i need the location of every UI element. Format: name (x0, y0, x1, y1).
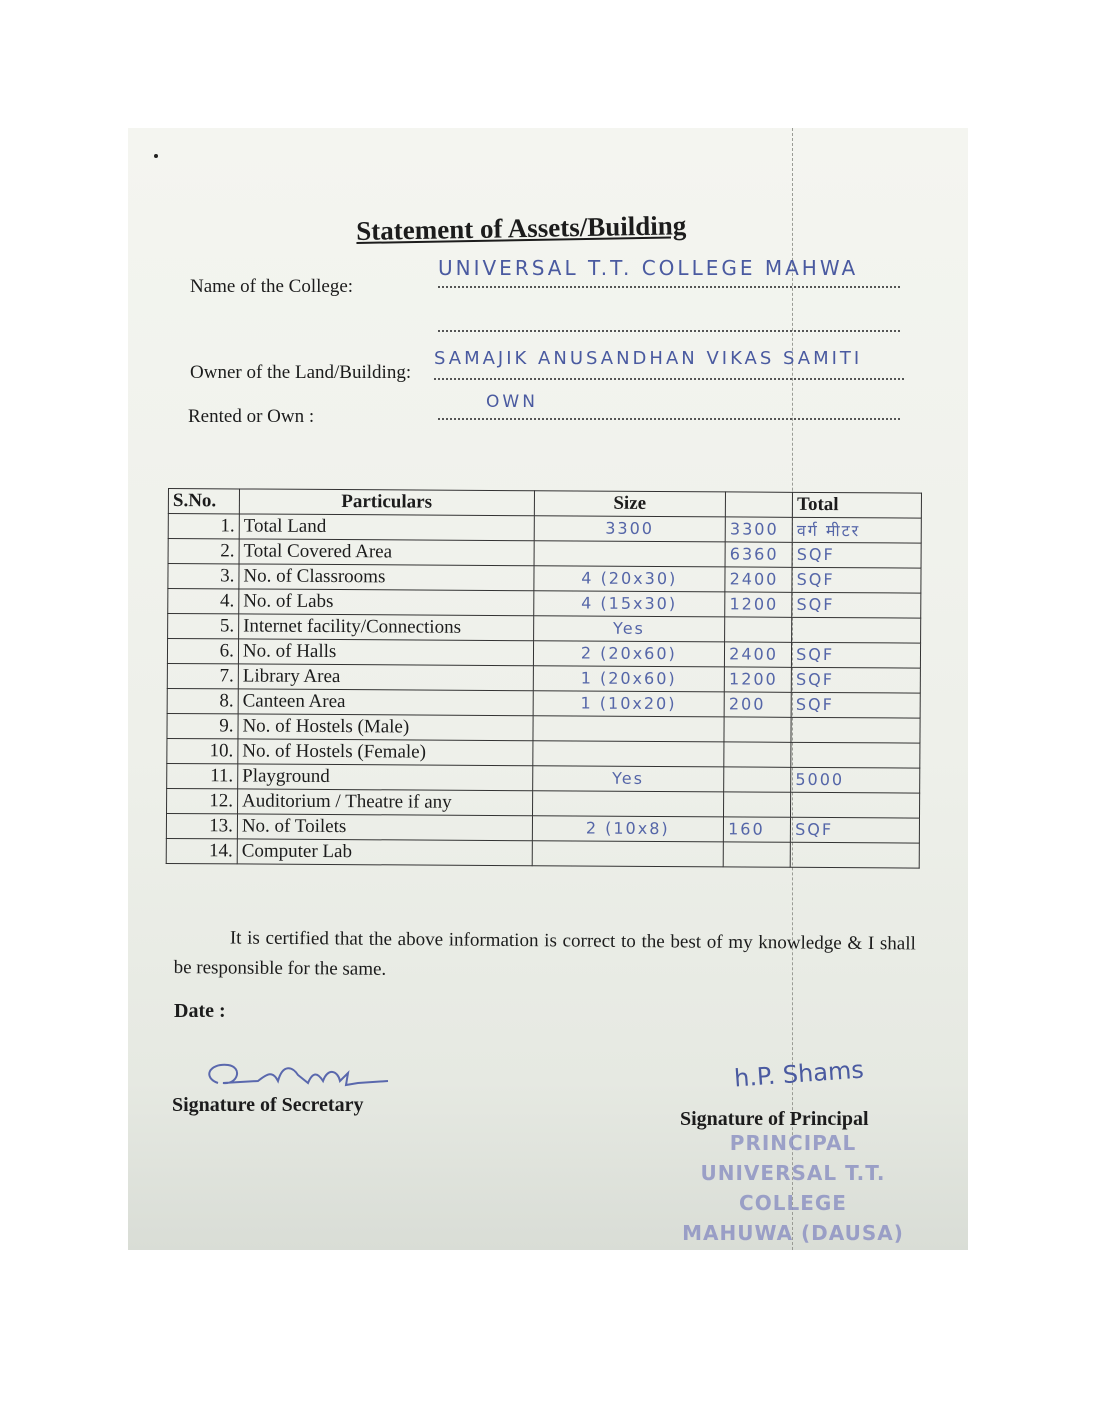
row-particular: Library Area (242, 665, 341, 688)
date-label: Date : (174, 1000, 226, 1022)
row-particular: Computer Lab (241, 840, 353, 863)
row-particular-cell (237, 789, 532, 816)
row-size-cell (533, 666, 725, 692)
row-total-cell (792, 592, 921, 618)
row-size: Yes (612, 768, 645, 788)
row-sno: 13. (209, 815, 233, 837)
row-subtotal-cell (725, 642, 792, 667)
row-subtotal-cell (724, 717, 791, 742)
row-particular-cell (238, 764, 533, 791)
row-sno: 10. (209, 740, 234, 762)
row-sno: 1. (220, 515, 235, 537)
row-particular-cell (239, 539, 534, 566)
row-size: 4 (15x30) (581, 593, 678, 614)
row-total: वर्ग मीटर (796, 520, 861, 540)
row-total-cell (791, 792, 920, 818)
row-particular-cell (239, 514, 534, 541)
row-total-cell (791, 817, 920, 843)
row-size-cell (533, 566, 725, 592)
row-total-cell (791, 742, 920, 768)
row-size-cell (532, 766, 724, 792)
row-subtotal: 1200 (729, 594, 779, 614)
rented-field (438, 392, 900, 420)
row-total: SQF (796, 544, 835, 565)
row-total-cell (791, 692, 920, 718)
row-subtotal-cell (724, 792, 791, 817)
owner-value: SAMAJIK ANUSANDHAN VIKAS SAMITI (434, 348, 863, 369)
row-size: 2 (10x8) (585, 818, 670, 839)
row-particular-cell (238, 714, 533, 741)
row-particular-cell (239, 564, 534, 591)
college-field-line2 (438, 304, 900, 332)
principal-signature: h.P. Shams (733, 1055, 865, 1093)
header-particulars: Particulars (239, 489, 534, 516)
row-particular: No. of Hostels (Male) (242, 715, 410, 738)
row-subtotal: 3300 (729, 519, 779, 539)
row-sno-cell (167, 763, 238, 788)
row-sno-cell (167, 713, 238, 738)
row-size: 4 (20x30) (581, 568, 678, 589)
row-particular: Playground (242, 765, 330, 787)
row-total: SQF (796, 644, 835, 665)
row-sno-cell (168, 614, 239, 639)
row-sno: 2. (220, 540, 235, 562)
row-sno-cell (168, 589, 239, 614)
row-sno-cell (167, 688, 238, 713)
row-size-cell (533, 616, 725, 642)
document-title: Statement of Assets/Building (356, 210, 687, 246)
row-total: SQF (796, 569, 835, 590)
row-particular-cell (237, 814, 532, 841)
row-particular: Total Covered Area (243, 540, 393, 563)
row-particular: Total Land (243, 515, 327, 537)
header-total: Total (793, 492, 922, 518)
row-total-cell (792, 617, 921, 643)
row-sno: 14. (208, 840, 233, 862)
stamp-line-3: MAHUWA (DAUSA) (682, 1221, 904, 1245)
row-sno-cell (167, 639, 238, 664)
row-size: 2 (20x60) (580, 643, 677, 664)
owner-field (434, 348, 904, 380)
row-subtotal: 2400 (729, 569, 779, 589)
row-subtotal: 1200 (728, 669, 778, 689)
row-subtotal: 2400 (729, 644, 778, 664)
row-subtotal: 6360 (729, 544, 779, 564)
row-sno: 4. (219, 590, 235, 612)
owner-label: Owner of the Land/Building: (190, 362, 412, 383)
row-particular-cell (238, 664, 533, 691)
row-size: 1 (10x20) (580, 693, 677, 714)
row-total: SQF (795, 694, 834, 715)
row-subtotal-cell (723, 842, 790, 867)
row-sno-cell (168, 564, 239, 589)
row-sno: 9. (219, 715, 234, 737)
row-sno-cell (166, 813, 237, 838)
row-total-cell (791, 667, 920, 693)
row-sno: 3. (220, 565, 235, 587)
row-particular: No. of Toilets (241, 815, 347, 838)
row-size-cell (532, 816, 724, 842)
row-size-cell (533, 691, 725, 717)
row-sno-cell (167, 738, 238, 763)
row-particular: Auditorium / Theatre if any (241, 790, 452, 813)
row-size: 3300 (605, 518, 655, 538)
row-subtotal-cell (725, 617, 792, 642)
stamp-line-1: PRINCIPAL (729, 1131, 857, 1155)
row-sno-cell (166, 838, 237, 863)
row-sno-cell (168, 539, 239, 564)
row-subtotal-cell (724, 742, 791, 767)
row-sno: 6. (219, 640, 235, 662)
row-size: Yes (613, 618, 645, 638)
row-particular-cell (238, 689, 533, 716)
row-particular-cell (238, 639, 533, 666)
row-size-cell (532, 791, 724, 817)
row-particular-cell (239, 589, 534, 616)
row-size-cell (533, 591, 725, 617)
row-total-cell (792, 567, 921, 593)
row-sno-cell (167, 788, 238, 813)
row-subtotal: 200 (728, 694, 766, 714)
row-total-cell (792, 517, 921, 543)
row-total: SQF (795, 819, 834, 840)
row-particular: Canteen Area (242, 690, 346, 713)
row-subtotal: 160 (728, 819, 765, 839)
principal-stamp (648, 1128, 938, 1248)
rented-value: OWN (486, 392, 538, 412)
row-particular: Internet facility/Connections (243, 615, 462, 638)
college-field (438, 256, 900, 288)
header-blank (726, 492, 793, 517)
row-sno-cell (167, 663, 238, 688)
row-sno: 8. (219, 690, 234, 712)
row-particular-cell (237, 839, 532, 866)
college-label: Name of the College: (190, 276, 354, 297)
row-particular: No. of Labs (243, 590, 334, 613)
row-subtotal-cell (724, 817, 791, 842)
ink-dot (154, 154, 158, 158)
row-size-cell (532, 716, 724, 742)
row-particular: No. of Classrooms (243, 565, 386, 588)
row-total-cell (791, 767, 920, 793)
row-sno-cell (168, 514, 239, 539)
row-total-cell (790, 842, 919, 868)
row-sno: 5. (219, 615, 235, 637)
row-size-cell (534, 541, 726, 567)
row-subtotal-cell (724, 692, 791, 717)
row-subtotal-cell (725, 592, 792, 617)
principal-signature-label: Signature of Principal (680, 1108, 869, 1130)
document-sheet (128, 128, 968, 1250)
row-total: SQF (796, 594, 835, 615)
row-subtotal-cell (724, 667, 791, 692)
certification-statement: It is certified that the above information is correct to the best of my knowledge & I shall be responsible for the same. (173, 927, 916, 980)
header-sno: S.No. (168, 489, 239, 514)
row-size: 1 (20x60) (580, 668, 677, 689)
rented-label: Rented or Own : (188, 406, 315, 427)
college-value: UNIVERSAL T.T. COLLEGE MAHWA (438, 256, 859, 280)
table-body (166, 514, 921, 869)
row-particular-cell (238, 739, 533, 766)
row-total-cell (792, 542, 921, 568)
header-size: Size (534, 491, 726, 517)
certification-text (173, 923, 915, 989)
assets-table (166, 488, 922, 869)
secretary-signature-label: Signature of Secretary (172, 1094, 364, 1116)
row-sno: 7. (219, 665, 234, 687)
row-sno: 11. (210, 765, 234, 787)
table-row (166, 838, 919, 868)
row-total-cell (792, 642, 921, 668)
row-total: SQF (795, 669, 835, 690)
row-total-cell (791, 717, 920, 743)
row-subtotal-cell (724, 767, 791, 792)
row-sno: 12. (209, 790, 234, 812)
row-size-cell (534, 516, 726, 542)
stamp-line-2: UNIVERSAL T.T. COLLEGE (700, 1161, 886, 1215)
row-size-cell (532, 741, 724, 767)
row-subtotal-cell (725, 517, 792, 542)
row-size-cell (532, 841, 724, 867)
row-total: 5000 (795, 769, 845, 790)
row-subtotal-cell (725, 542, 792, 567)
row-particular: No. of Halls (242, 640, 337, 663)
row-particular-cell (239, 614, 534, 641)
row-size-cell (533, 641, 725, 667)
row-subtotal-cell (725, 567, 792, 592)
row-particular: No. of Hostels (Female) (242, 740, 427, 763)
